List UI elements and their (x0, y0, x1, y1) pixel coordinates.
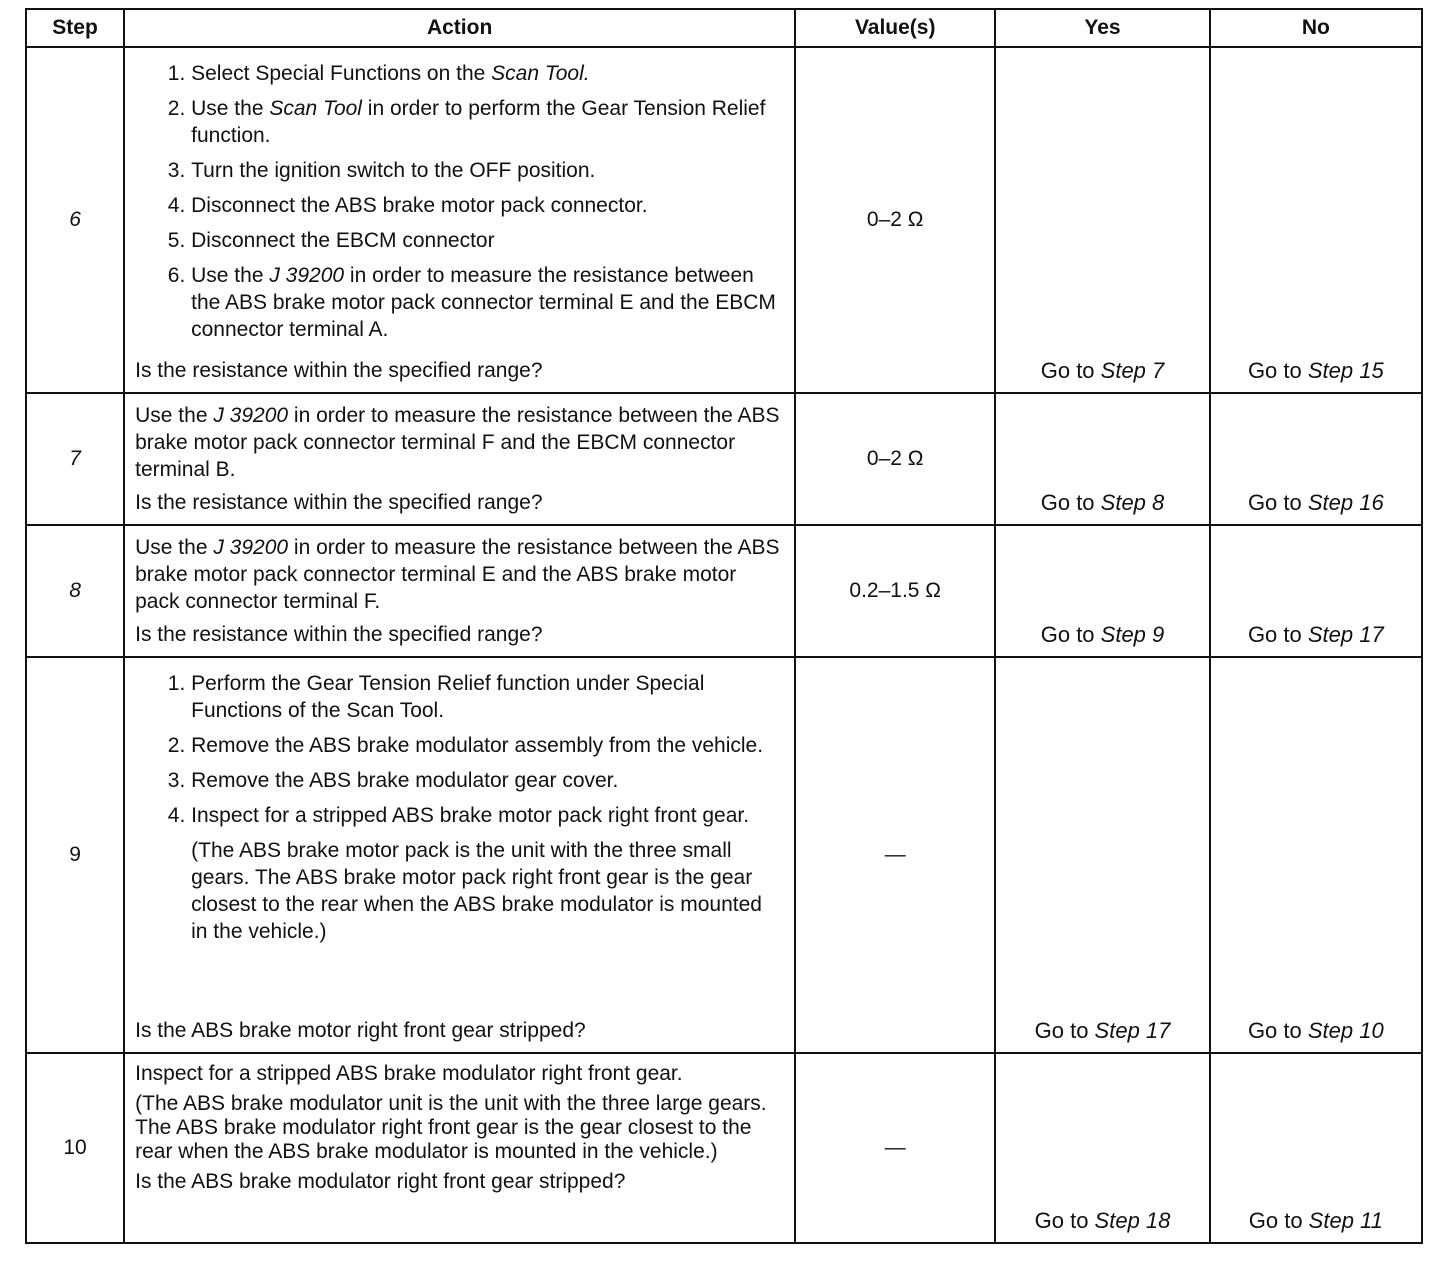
yes-step-link: Step 18 (1094, 1208, 1171, 1233)
yes-cell: Go to Step 8 (995, 393, 1209, 525)
action-cell (124, 47, 795, 393)
action-steps-list (135, 60, 784, 351)
action-text: Use the J 39200 in order to measure the resistance between the ABS brake motor pack connector terminal E and the ABS brake motor pack connector terminal F. (135, 536, 780, 613)
list-item: 3. Remove the ABS brake modulator gear cover. (191, 767, 784, 794)
header-action: Action (124, 9, 795, 47)
table-row-step-10 (26, 1053, 1422, 1243)
table-row-step-6 (26, 47, 1422, 393)
no-cell: Go to Step 16 (1210, 393, 1422, 525)
diagnostic-table (25, 8, 1423, 1244)
action-steps-list (135, 670, 784, 953)
header-no: No (1210, 9, 1422, 47)
list-item: 2. Use the Scan Tool in order to perform the Gear Tension Relief function. (191, 95, 784, 149)
list-item: 6. Use the J 39200 in order to measure the resistance between the ABS brake motor pack connector terminal E and the EBCM connector terminal A. (191, 262, 784, 343)
list-item: 3. Turn the ignition switch to the OFF position. (191, 157, 784, 184)
no-step-link: Step 10 (1307, 1018, 1384, 1043)
no-cell: Go to Step 11 (1210, 1053, 1422, 1243)
step-number: 6 (26, 47, 124, 393)
list-item: 4. Inspect for a stripped ABS brake motor pack right front gear. (The ABS brake motor pack is the unit with the three small gears. The ABS brake motor pack right front gear is the gear closest to the rear when the ABS brake modulator is mounted in the vehicle.) (191, 802, 784, 945)
header-yes: Yes (995, 9, 1209, 47)
no-step-link: Step 16 (1307, 490, 1384, 515)
table-row-step-7 (26, 393, 1422, 525)
value-cell: — (795, 657, 995, 1053)
step-number: 10 (26, 1053, 124, 1243)
yes-cell: Go to Step 17 (995, 657, 1209, 1053)
value-cell: 0–2 Ω (795, 47, 995, 393)
list-item: 5. Disconnect the EBCM connector (191, 227, 784, 254)
action-question: Is the resistance within the specified range? (135, 491, 543, 514)
yes-step-link: Step 7 (1100, 358, 1165, 383)
list-item: 1. Select Special Functions on the Scan Tool. (191, 60, 784, 87)
header-step: Step (26, 9, 124, 47)
action-question: Is the ABS brake motor right front gear stripped? (135, 1019, 586, 1042)
value-cell: — (795, 1053, 995, 1243)
yes-step-link: Step 8 (1100, 490, 1165, 515)
step-number: 9 (26, 657, 124, 1053)
value-cell: 0.2–1.5 Ω (795, 525, 995, 657)
action-cell (124, 657, 795, 1053)
header-value: Value(s) (795, 9, 995, 47)
yes-step-link: Step 17 (1094, 1018, 1171, 1043)
no-step-link: Step 11 (1308, 1208, 1383, 1233)
table-row-step-8 (26, 525, 1422, 657)
action-question: Is the resistance within the specified range? (135, 623, 543, 646)
value-cell: 0–2 Ω (795, 393, 995, 525)
yes-cell: Go to Step 7 (995, 47, 1209, 393)
action-question: Is the ABS brake modulator right front gear stripped? (135, 1170, 626, 1193)
action-text: Use the J 39200 in order to measure the resistance between the ABS brake motor pack connector terminal F and the EBCM connector terminal B. (135, 404, 780, 481)
list-item: 2. Remove the ABS brake modulator assembly from the vehicle. (191, 732, 784, 759)
action-cell (124, 393, 795, 525)
no-cell: Go to Step 10 (1210, 657, 1422, 1053)
action-note: (The ABS brake motor pack is the unit with the three small gears. The ABS brake motor pack right front gear is the gear closest to the rear when the ABS brake modulator is mounted in the vehicle.) (191, 839, 762, 943)
yes-step-link: Step 9 (1100, 622, 1165, 647)
action-cell (124, 1053, 795, 1243)
step-number: 7 (26, 393, 124, 525)
list-item: 1. Perform the Gear Tension Relief function under Special Functions of the Scan Tool. (191, 670, 784, 724)
list-item: 4. Disconnect the ABS brake motor pack connector. (191, 192, 784, 219)
action-note: (The ABS brake modulator unit is the unit with the three large gears. The ABS brake modulator right front gear is the gear closest to the rear when the ABS brake modulator is mounted in the vehicle.) (135, 1092, 767, 1163)
table-row-step-9 (26, 657, 1422, 1053)
no-step-link: Step 17 (1307, 622, 1384, 647)
action-cell (124, 525, 795, 657)
no-cell: Go to Step 17 (1210, 525, 1422, 657)
header-row (26, 9, 1422, 47)
no-step-link: Step 15 (1307, 358, 1384, 383)
yes-cell: Go to Step 18 (995, 1053, 1209, 1243)
no-cell: Go to Step 15 (1210, 47, 1422, 393)
yes-cell: Go to Step 9 (995, 525, 1209, 657)
action-text: Inspect for a stripped ABS brake modulator right front gear. (135, 1062, 683, 1085)
step-number: 8 (26, 525, 124, 657)
action-question: Is the resistance within the specified range? (135, 359, 543, 382)
